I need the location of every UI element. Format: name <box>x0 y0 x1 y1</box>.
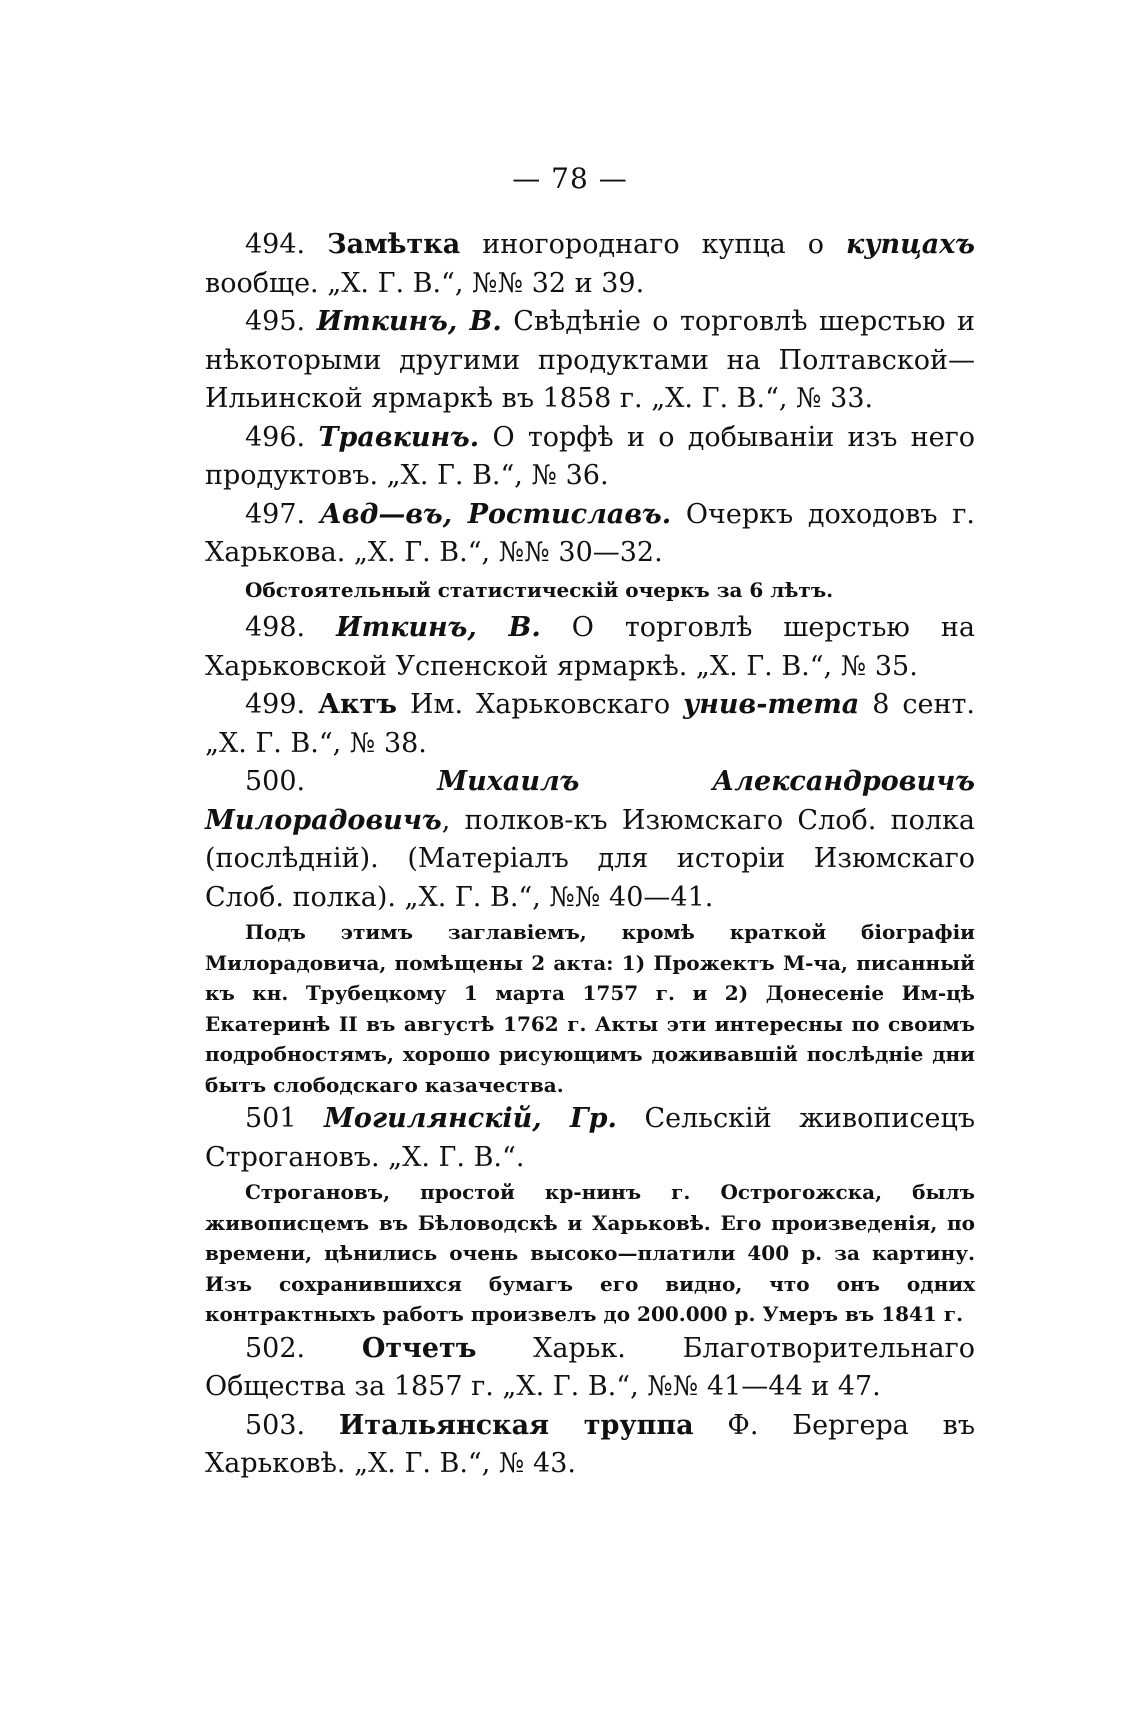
entry-number: 497. <box>245 498 320 530</box>
entry-annotation: Подъ этимъ заглавіемъ, кромѣ краткой біографіи Милорадовича, помѣщены 2 акта: 1) Прожектъ М-ча, писанный къ кн. Трубецкому 1 марта 1757 г. и 2) Донесеніе Им-цѣ Екатеринѣ II въ августѣ 1762 г. Акты эти интересны по своимъ подробностямъ, хорошо рисующимъ доживавшій послѣдніе дни бытъ слободскаго казачества. <box>205 920 975 1097</box>
entry-text: Очеркъ доходовъ г. Харькова. „Х. Г. В.“, №№ 30—32. <box>205 498 975 568</box>
entry-number: 502. <box>245 1332 362 1364</box>
entry-author: Авд—въ, Ростиславъ. <box>319 498 672 530</box>
entry-text: О торфѣ и о добываніи изъ него продуктовъ. „Х. Г. В.“, № 36. <box>205 421 976 491</box>
entry-emphasis: унив-тета <box>683 689 860 720</box>
entry-number: 499. <box>245 689 319 720</box>
entry-number: 498. <box>245 612 337 643</box>
entry-emphasis: купцахъ <box>846 229 976 260</box>
entry-author: Иткинъ, В. <box>316 306 502 337</box>
entry-text: , полков-къ Изюмскаго Слоб. полка (послѣдній). (Матеріалъ для исторіи Изюмскаго Слоб. полка). „Х. Г. В.“, №№ 40—41. <box>205 804 975 913</box>
entry-number: 503. <box>245 1409 339 1441</box>
bibliography-entry <box>205 226 975 303</box>
entry-text: О торговлѣ шерстью на Харьковской Успенской ярмаркѣ. „Х. Г. В.“, № 35. <box>205 612 975 682</box>
entry-author: Могилянскій, Гр. <box>324 1103 617 1134</box>
bibliography-list <box>205 226 975 1484</box>
entry-number: 501 <box>245 1103 325 1134</box>
entry-author: Иткинъ, В. <box>336 612 541 643</box>
entry-text: иногороднаго купца о <box>460 229 847 260</box>
bibliography-entry <box>205 1100 975 1177</box>
entry-number: 496. <box>245 421 319 453</box>
entry-text: Харьк. Благотворительнаго Общества за 1857 г. „Х. Г. В.“, №№ 41—44 и 47. <box>205 1332 976 1402</box>
bibliography-entry <box>205 1407 975 1484</box>
entry-number: 494. <box>245 229 328 260</box>
bibliography-entry <box>205 496 975 573</box>
entry-text: Свѣдѣніе о торговлѣ шерстью и нѣкоторыми другими продуктами на Полтавской—Ильинской ярмаркѣ въ 1858 г. „Х. Г. В.“, № 33. <box>205 306 975 414</box>
entry-heading: Актъ <box>318 689 397 720</box>
page-number: — 78 — <box>512 162 628 195</box>
entry-text: Сельскій живописецъ Строгановъ. „Х. Г. В.“. <box>205 1103 976 1173</box>
entry-text: 8 сент. „Х. Г. В.“, № 38. <box>205 689 975 759</box>
entry-annotation: Строгановъ, простой кр-нинъ г. Острогожска, былъ живописцемъ въ Бѣловодскѣ и Харьковѣ. Его произведенія, по времени, цѣнились очень высоко—платили 400 р. за картину. Изъ сохранившихся бумагъ его видно, что онъ одних контрактныхъ работъ произвелъ до 200.000 р. Умеръ въ 1841 г. <box>205 1180 975 1326</box>
entry-text: вообще. „Х. Г. В.“, №№ 32 и 39. <box>205 267 645 299</box>
entry-text: Ф. Бергера въ Харьковѣ. „Х. Г. В.“, № 43. <box>205 1409 976 1479</box>
bibliography-entry <box>205 419 975 496</box>
entry-annotation: Обстоятельный статистическій очеркъ за 6 лѣтъ. <box>245 577 834 602</box>
bibliography-entry <box>205 609 975 686</box>
bibliography-entry <box>205 303 975 419</box>
bibliography-entry <box>205 763 975 917</box>
entry-heading: Отчетъ <box>361 1332 477 1364</box>
entry-number: 495. <box>245 306 317 337</box>
entry-author: Травкинъ. <box>318 421 480 453</box>
entry-number: 500. <box>245 766 438 797</box>
bibliography-entry <box>205 1330 975 1407</box>
entry-text: Им. Харьковскаго <box>397 689 684 720</box>
entry-heading: Итальянская труппа <box>338 1409 694 1441</box>
bibliography-entry <box>205 686 975 763</box>
entry-heading: Замѣтка <box>327 229 461 260</box>
entry-author: Михаилъ Александровичъ Милорадовичъ <box>205 766 976 836</box>
